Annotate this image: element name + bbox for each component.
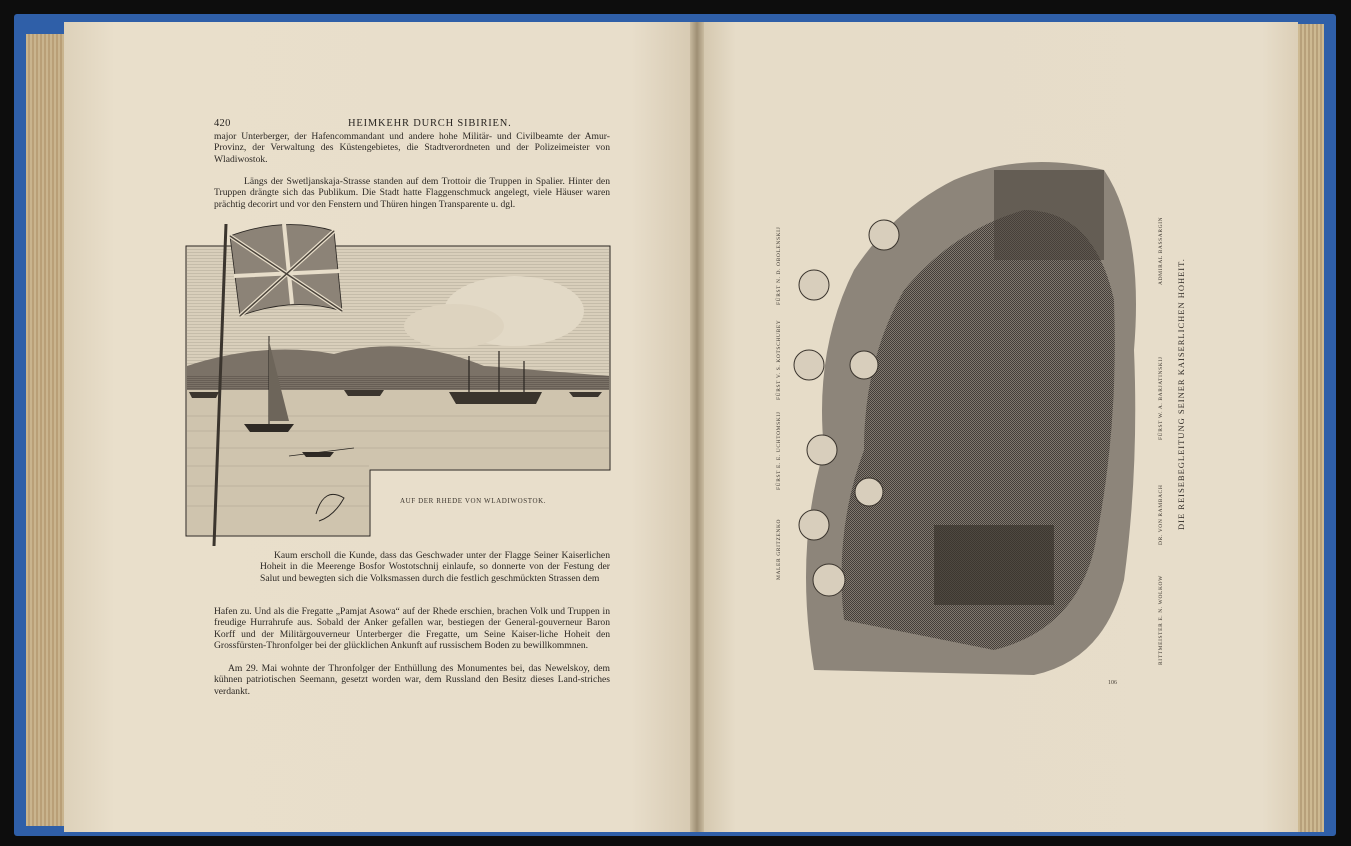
photo-label-top-1: MALER GRITZENKO [776, 518, 782, 580]
photo-label-bottom-2: DR. VON RAMBACH [1158, 484, 1164, 545]
paragraph-3: Kaum erscholl die Kunde, dass das Geschwader unter der Flagge Seiner Kaiserlichen Hoheit in die Meerenge Bosfor Wostotschnij einlaufe, so donnerte von der Festung der Salut und bewegten sich die Volksmassen durch die festlich geschmückten Strassen dem [260, 550, 610, 584]
photo-label-top-3: FÜRST V. S. KOTSCHUBEY [776, 319, 782, 400]
page-edges-right [1296, 24, 1324, 832]
page-edges-left [26, 34, 66, 826]
photo-label-bottom-3: FÜRST W. A. BARJATINSKIJ [1158, 356, 1164, 440]
photo-label-top-4: FÜRST N. D. OBOLENSKIJ [776, 226, 782, 305]
photo-label-bottom-4: ADMIRAL BASSARGIN [1158, 216, 1164, 285]
paragraph-1: major Unterberger, der Hafencommandant und andere hohe Militär- und Civilbeamte der Amur-Provinz, der Verwaltung des Küstengebietes, die Stadtverordneten und der Polizeimeister von Wladiwostok. [214, 131, 610, 165]
paragraph-5: Am 29. Mai wohnte der Thronfolger der Enthüllung des Monumentes bei, das Newelskoy, dem kühnen patriotischen Seemann, gesetzt worden war, dem Russland den Besitz dieses Land-striches verdankt. [214, 663, 610, 697]
photo-label-top-2: FÜRST E. E. UCHTOMSKIJ [776, 411, 782, 490]
illustration-caption: AUF DER RHEDE VON WLADIWOSTOK. [400, 497, 547, 505]
plate-title: DIE REISEBEGLEITUNG SEINER KAISERLICHEN HOHEIT. [1176, 258, 1186, 530]
plate-number: 106 [1108, 680, 1117, 686]
running-title: HEIMKEHR DURCH SIBIRIEN. [348, 118, 512, 129]
paragraph-4: Hafen zu. Und als die Fregatte „Pamjat Asowa“ auf der Rhede erschien, brachen Volk und Truppen in freudige Hurrahrufe aus. Sobald der Anker gefallen war, bestiegen der General-gouverneur Baron Korff und der Militärgouverneur Unterberger die Fregatte, um Seine Kaiser-liche Hoheit den Grossfürsten-Thronfolger bei der glücklichen Ankunft auf russischem Boden zu bewillkommnen. [214, 606, 610, 652]
paragraph-2: Längs der Swetljanskaja-Strasse standen auf dem Trottoir die Truppen in Spalier. Hinter den Truppen drängte sich das Publikum. Die Stadt hatte Flaggenschmuck angelegt, viele Häuser waren prächtig decorirt und vor den Fenstern und Thüren hingen Transparente u. dgl. [214, 176, 610, 210]
book-gutter [690, 22, 704, 832]
group-photograph [774, 150, 1154, 680]
page-number: 420 [214, 118, 231, 129]
photo-label-bottom-1: RITTMEISTER E. N. WOLKOW [1158, 575, 1164, 665]
harbour-engraving [184, 216, 614, 556]
